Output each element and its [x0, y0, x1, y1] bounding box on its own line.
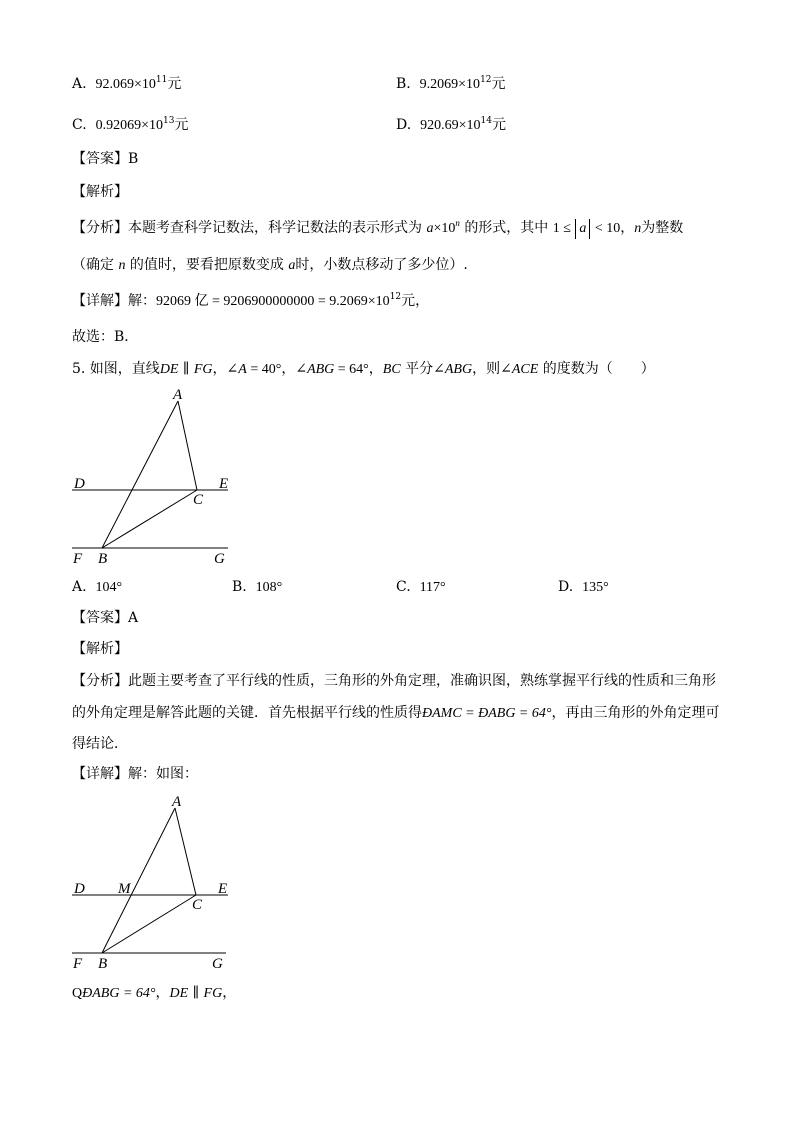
q5-detail: 【详解】解：如图：	[72, 766, 198, 782]
q4-option-c: C. $0.92069\times 10^{13}$元	[72, 116, 189, 133]
q4-detail: 【详解】解：92069 亿 = $9206900000000 = 9.2069\times 10^{12}$元，	[72, 292, 430, 309]
q5-stem: 5. 如图，直线DE ∥ FG，∠A = 40°，∠ABG = 64°，BC 平分∠ABG，则∠ACE 的度数为（ ）	[72, 361, 655, 377]
label-g: G	[214, 551, 225, 567]
q5-option-b: B. 108°	[232, 579, 283, 595]
label-g-2: G	[212, 956, 223, 972]
segment-bc	[102, 490, 197, 548]
segment-ac	[178, 401, 197, 490]
segment-ac-2	[175, 808, 196, 895]
label-f: F	[73, 551, 83, 567]
label-a-2: A	[172, 794, 182, 810]
figure-2-diagram	[68, 790, 238, 970]
label-c-2: C	[192, 897, 203, 913]
q4-select: 故选：B．	[72, 329, 139, 345]
q5-option-a: A. 104°	[72, 579, 123, 595]
q5-last-line: QÐABG = 64°，DE ∥ FG，	[72, 985, 237, 1001]
label-f-2: F	[73, 956, 83, 972]
label-a: A	[173, 387, 183, 403]
q4-fenxi-line2: （确定 n 的值时，要看把原数变成 a时，小数点移动了多少位）.	[72, 257, 468, 273]
label-m-2: M	[118, 881, 131, 897]
q4-analysis-heading: 【解析】	[72, 184, 128, 200]
label-b: B	[98, 551, 108, 567]
q5-option-c: C. 117°	[396, 579, 446, 595]
abs-a: a	[575, 219, 590, 239]
label-e-2: E	[218, 881, 228, 897]
q5-fenxi-line2: 的外角定理是解答此题的关键．首先根据平行线的性质得ÐAMC = ÐABG = 64°，再由三角形的外角定理可	[72, 705, 720, 721]
segment-ab-2	[102, 808, 175, 953]
q5-option-d: D. 135°	[558, 579, 609, 595]
q5-fenxi-line1: 【分析】此题主要考查了平行线的性质，三角形的外角定理，准确识图，熟练掌握平行线的性质和三角形	[72, 673, 716, 689]
q4-option-a: A. $92.069\times 10^{11}$元	[72, 75, 182, 92]
q4-option-b: B. $9.2069\times 10^{12}$元	[396, 75, 506, 92]
q4-answer: 【答案】B	[72, 151, 139, 167]
label-b-2: B	[98, 956, 108, 972]
q5-fenxi-line3: 得结论．	[72, 736, 128, 752]
figure-1-diagram	[68, 386, 238, 566]
label-d-2: D	[74, 881, 85, 897]
q4-fenxi-line1: 【分析】本题考查科学记数法，科学记数法的表示形式为 $a\times 10^n$ 的形式，其中 1 ≤ a < 10，n为整数	[72, 218, 683, 239]
q5-analysis-heading: 【解析】	[72, 641, 128, 657]
q4-option-d: D. $920.69\times 10^{14}$元	[396, 116, 506, 133]
label-c: C	[193, 492, 204, 508]
q5-answer: 【答案】A	[72, 610, 139, 626]
label-d: D	[74, 476, 85, 492]
label-e: E	[219, 476, 229, 492]
segment-ab	[102, 401, 178, 548]
